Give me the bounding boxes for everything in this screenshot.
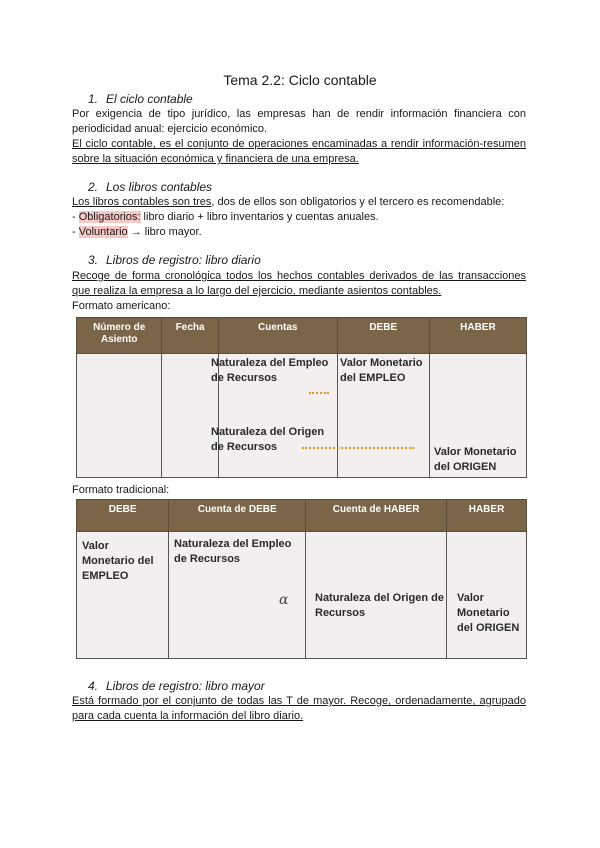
s2-line1-rest: , dos de ellos son obligatorios y el tercero es recomendable: — [211, 196, 505, 208]
header-fecha: Fecha — [162, 318, 219, 354]
section-number: 3. — [88, 253, 99, 267]
section-number: 1. — [88, 92, 99, 106]
s4-para-line2 — [72, 709, 526, 724]
section-4-heading — [88, 679, 265, 693]
section-3-heading — [88, 253, 261, 267]
section-number: 4. — [88, 679, 99, 693]
s1-para2-line1 — [72, 137, 526, 152]
bullet-text: libro diario + libro inventarios y cuentas anuales. — [140, 211, 379, 223]
s2-line1-underlined: Los libros contables son tres — [72, 196, 212, 208]
s3-para-line1-text: Recoge de forma cronológica todos los hechos contables derivados de las transacciones — [72, 270, 526, 282]
header-cuenta-haber: Cuenta de HABER — [306, 500, 447, 532]
header-debe: DEBE — [337, 318, 429, 354]
cuentas-origen: Naturaleza del Origen de Recursos — [211, 426, 325, 453]
section-title: Libros de registro: libro diario — [106, 253, 261, 267]
s3-para-line2-text: que realiza la empresa a lo largo del ejercicio, mediante asientos contables. — [72, 285, 442, 297]
dotted-connector — [302, 447, 414, 449]
s1-para2-line2 — [72, 152, 526, 167]
haber-origen-value: Valor Monetario del ORIGEN — [434, 446, 517, 473]
header-debe: DEBE — [77, 500, 169, 532]
cuentas-empleo: Naturaleza del Empleo de Recursos — [211, 357, 329, 384]
s2-bullet-voluntario — [72, 225, 526, 240]
header-numero-asiento: Número de Asiento — [77, 318, 162, 354]
s1-para2-line1-text: El ciclo contable, es el conjunto de operaciones encaminadas a rendir información-resumen — [72, 138, 526, 150]
section-2-heading — [88, 180, 212, 194]
page-title: Tema 2.2: Ciclo contable — [223, 72, 377, 88]
debe-empleo-value: Valor Monetario del EMPLEO — [82, 540, 154, 582]
alpha-mark: α — [279, 592, 289, 608]
header-haber: HABER — [429, 318, 526, 354]
header-cuentas: Cuentas — [218, 318, 337, 354]
section-1-heading — [88, 92, 193, 106]
dotted-connector — [309, 392, 329, 394]
debe-empleo-value: Valor Monetario del EMPLEO — [340, 357, 423, 384]
traditional-format-label: Formato tradicional: — [72, 484, 170, 496]
highlight-voluntario: Voluntario — [78, 226, 128, 238]
cuenta-debe-empleo: Naturaleza del Empleo de Recursos — [174, 538, 292, 565]
american-format-label: Formato americano: — [72, 300, 171, 312]
s3-para-line1 — [72, 269, 526, 284]
bullet-prefix: - — [72, 211, 79, 223]
bullet-prefix: - — [72, 226, 79, 238]
s1-para1-line2: periodicidad anual: ejercicio económico. — [72, 123, 268, 135]
s4-para-line1 — [72, 694, 526, 709]
header-haber: HABER — [447, 500, 527, 532]
s2-line1 — [72, 195, 526, 210]
cell-numero-asiento — [77, 354, 162, 478]
section-title: Los libros contables — [106, 180, 213, 194]
cuenta-haber-origen: Naturaleza del Origen de Recursos — [315, 592, 444, 619]
section-number: 2. — [88, 180, 99, 194]
s4-para-line2-text: para cada cuenta la información del libro diario. — [72, 710, 304, 722]
s1-para1-line1: Por exigencia de tipo jurídico, las empresas han de rendir información financiera con — [72, 108, 526, 120]
s4-para-line1-text: Está formado por el conjunto de todas las T de mayor. Recoge, ordenadamente, agrupado — [72, 695, 526, 707]
section-title: El ciclo contable — [106, 92, 193, 106]
s2-bullet-obligatorios — [72, 210, 526, 225]
haber-origen-value: Valor Monetario del ORIGEN — [457, 592, 520, 634]
header-cuenta-debe: Cuenta de DEBE — [169, 500, 306, 532]
cell-fecha — [162, 354, 219, 478]
bullet-text: → libro mayor. — [127, 226, 202, 238]
s1-para2-line2-text: sobre la situación económica y financiera de una empresa. — [72, 153, 359, 165]
s3-para-line2 — [72, 284, 526, 299]
section-title: Libros de registro: libro mayor — [106, 679, 265, 693]
highlight-obligatorios: Obligatorios: — [78, 211, 141, 223]
